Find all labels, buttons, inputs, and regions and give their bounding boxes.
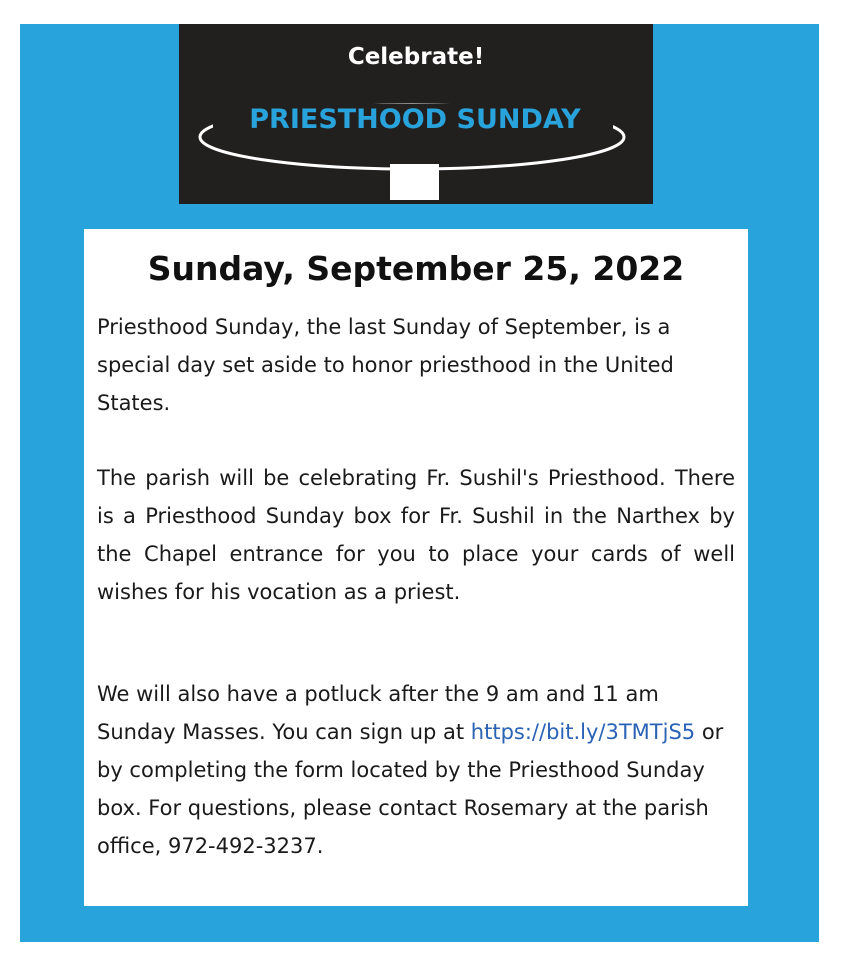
signup-link[interactable]: https://bit.ly/3TMTjS5 xyxy=(470,720,696,744)
paragraph-intro: Priesthood Sunday, the last Sunday of September, is a special day set aside to honor priesthood in the United States. xyxy=(97,315,674,415)
banner-celebrate-text: Celebrate! xyxy=(347,44,485,70)
banner-logo-graphic xyxy=(179,24,653,204)
banner-pedestal xyxy=(390,164,439,200)
paragraph-celebration: The parish will be celebrating Fr. Sushil's Priesthood. There is a Priesthood Sunday box for Fr. Sushil in the Narthex by the Chapel entrance for you to place your cards of well wishes for his vocation as a priest. xyxy=(97,466,735,604)
date-heading: Sunday, September 25, 2022 xyxy=(147,249,685,288)
priesthood-sunday-banner xyxy=(179,24,653,204)
paragraph-potluck xyxy=(97,675,735,865)
announcement-card xyxy=(84,229,748,906)
banner-title: PRIESTHOOD SUNDAY xyxy=(249,104,581,135)
potluck-text-after-link: or by completing the form located by the Priesthood Sunday box. For questions, please contact Rosemary at the parish office, 972-492-3237. xyxy=(97,720,724,858)
potluck-text-before-link: We will also have a potluck after the 9 am and 11 am Sunday Masses. You can sign up at xyxy=(97,682,659,744)
